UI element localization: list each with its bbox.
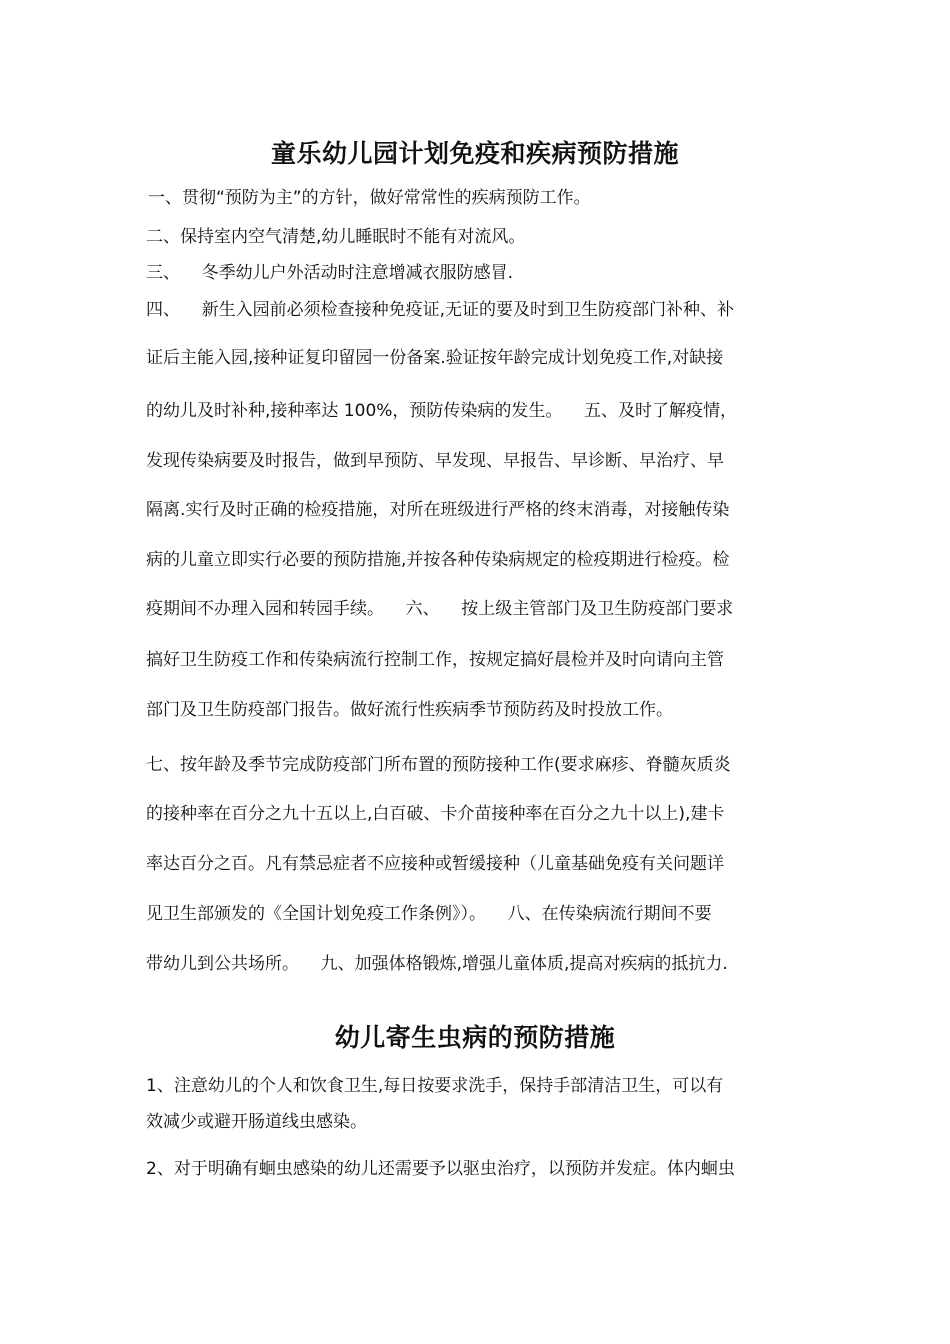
section-title: 幼儿寄生虫病的预防措施 (334, 1023, 616, 1052)
paragraph-line: 四、 新生入园前必须检查接种免疫证,无证的要及时到卫生防疫部门补种、补 (146, 300, 735, 320)
paragraph-line: 七、按年龄及季节完成防疫部门所布置的预防接种工作(要求麻疹、脊髓灰质炎 (146, 755, 731, 775)
paragraph-line: 疫期间不办理入园和转园手续。 六、 按上级主管部门及卫生防疫部门要求 (146, 599, 734, 619)
paragraph-line: 的幼儿及时补种,接种率达 100%，预防传染病的发生。 五、及时了解疫情， (146, 401, 738, 421)
paragraph-line: 发现传染病要及时报告，做到早预防、早发现、早报告、早诊断、早治疗、早 (146, 451, 724, 471)
paragraph-line: 搞好卫生防疫工作和传染病流行控制工作，按规定搞好晨检并及时向请向主管 (146, 650, 724, 670)
paragraph-line: 病的儿童立即实行必要的预防措施,并按各种传染病规定的检疫期进行检疫。检 (146, 550, 730, 570)
paragraph-line: 证后主能入园,接种证复印留园一份备案.验证按年龄完成计划免疫工作,对缺接 (146, 348, 724, 368)
paragraph-line: 隔离.实行及时正确的检疫措施，对所在班级进行严格的终末消毒，对接触传染 (146, 500, 730, 520)
paragraph-line: 1、注意幼儿的个人和饮食卫生,每日按要求洗手，保持手部清洁卫生，可以有 (146, 1076, 724, 1096)
paragraph-line: 二、保持室内空气清楚,幼儿睡眠时不能有对流风。 (146, 227, 526, 247)
paragraph-line: 的接种率在百分之九十五以上,白百破、卡介苗接种率在百分之九十以上),建卡 (146, 804, 725, 824)
paragraph-line: 见卫生部颁发的《全国计划免疫工作条例》）。 八、在传染病流行期间不要 (146, 904, 712, 924)
paragraph-line: 率达百分之百。凡有禁忌症者不应接种或暂缓接种（儿童基础免疫有关问题详 (146, 854, 724, 874)
paragraph-line: 带幼儿到公共场所。 九、加强体格锻炼,增强儿童体质,提高对疾病的抵抗力. (146, 954, 728, 974)
paragraph-line: 三、 冬季幼儿户外活动时注意增减衣服防感冒. (146, 263, 514, 283)
paragraph-line: 部门及卫生防疫部门报告。做好流行性疾病季节预防药及时投放工作。 (146, 700, 673, 720)
paragraph-line: 一、贯彻“预防为主”的方针，做好常常性的疾病预防工作。 (148, 188, 591, 208)
paragraph-line: 2、对于明确有蛔虫感染的幼儿还需要予以驱虫治疗，以预防并发症。体内蛔虫 (146, 1159, 735, 1179)
paragraph-line: 效减少或避开肠道线虫感染。 (146, 1112, 367, 1132)
document-title: 童乐幼儿园计划免疫和疾病预防措施 (270, 139, 679, 168)
